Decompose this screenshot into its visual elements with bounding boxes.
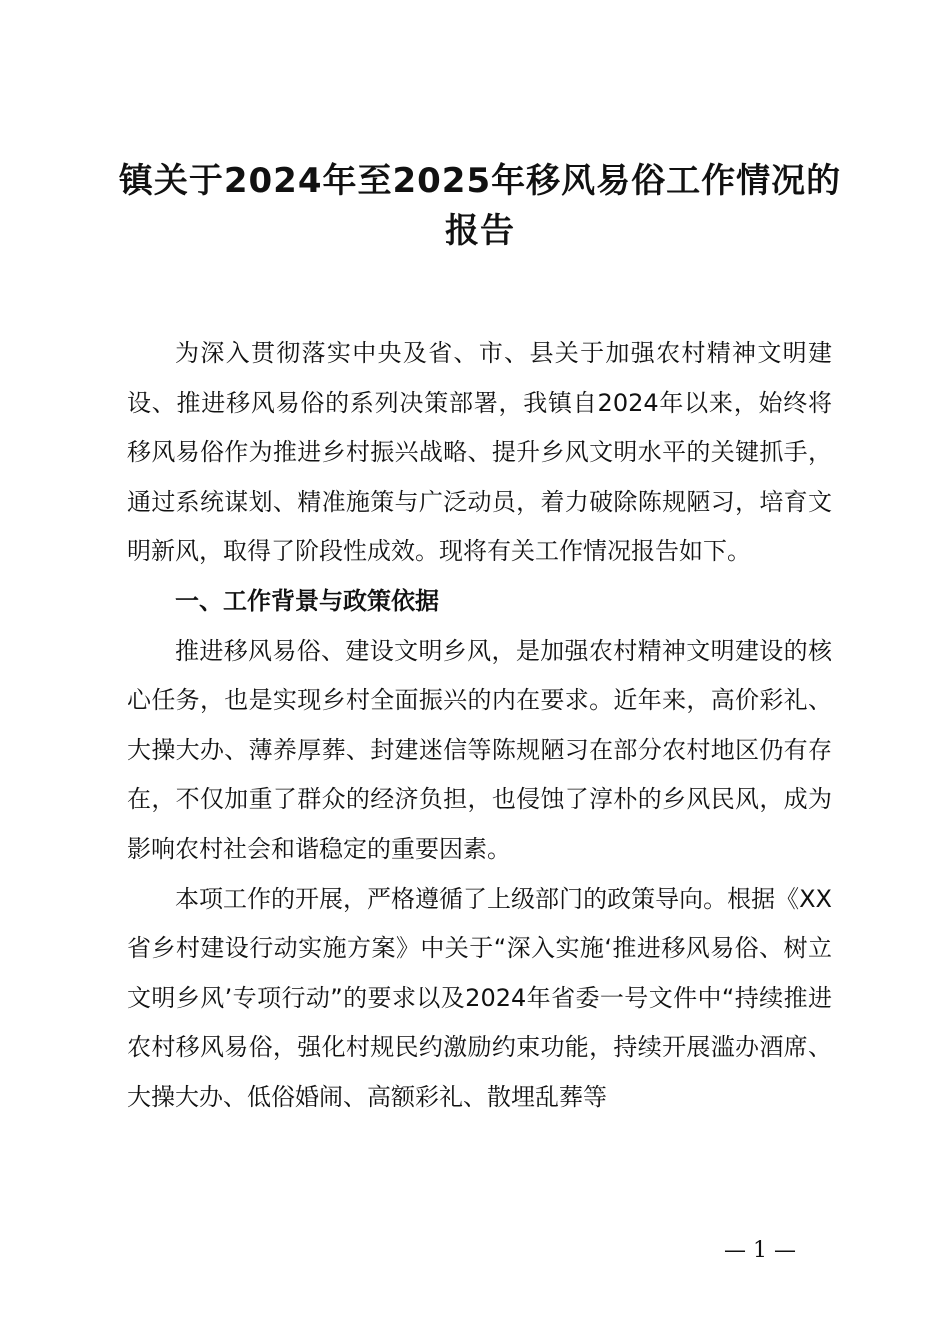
section-heading: 一、工作背景与政策依据 bbox=[175, 586, 439, 615]
document-body bbox=[127, 329, 832, 1123]
document-title-line-1: 镇关于2024年至2025年移风易俗工作情况的 bbox=[118, 161, 842, 201]
page-number: — 1 — bbox=[724, 1238, 796, 1263]
section-paragraph: 本项工作的开展，严格遵循了上级部门的政策导向。根据《XX省乡村建设行动实施方案》中关于“深入实施‘推进移风易俗、树立文明乡风’专项行动”的要求以及2024年省委一号文件中“持续推进农村移风易俗，强化村规民约激励约束功能，持续开展滥办酒席、大操大办、低俗婚闹、高额彩礼、散埋乱葬等 bbox=[127, 884, 832, 1111]
section-paragraph: 推进移风易俗、建设文明乡风，是加强农村精神文明建设的核心任务，也是实现乡村全面振兴的内在要求。近年来，高价彩礼、大操大办、薄养厚葬、封建迷信等陈规陋习在部分农村地区仍有存在，不仅加重了群众的经济负担，也侵蚀了淳朴的乡风民风，成为影响农村社会和谐稳定的重要因素。 bbox=[127, 636, 832, 863]
document-title-line-2: 报告 bbox=[445, 211, 515, 251]
intro-paragraph: 为深入贯彻落实中央及省、市、县关于加强农村精神文明建设、推进移风易俗的系列决策部署，我镇自2024年以来，始终将移风易俗作为推进乡村振兴战略、提升乡风文明水平的关键抓手，通过系统谋划、精准施策与广泛动员，着力破除陈规陋习，培育文明新风，取得了阶段性成效。现将有关工作情况报告如下。 bbox=[127, 339, 832, 566]
